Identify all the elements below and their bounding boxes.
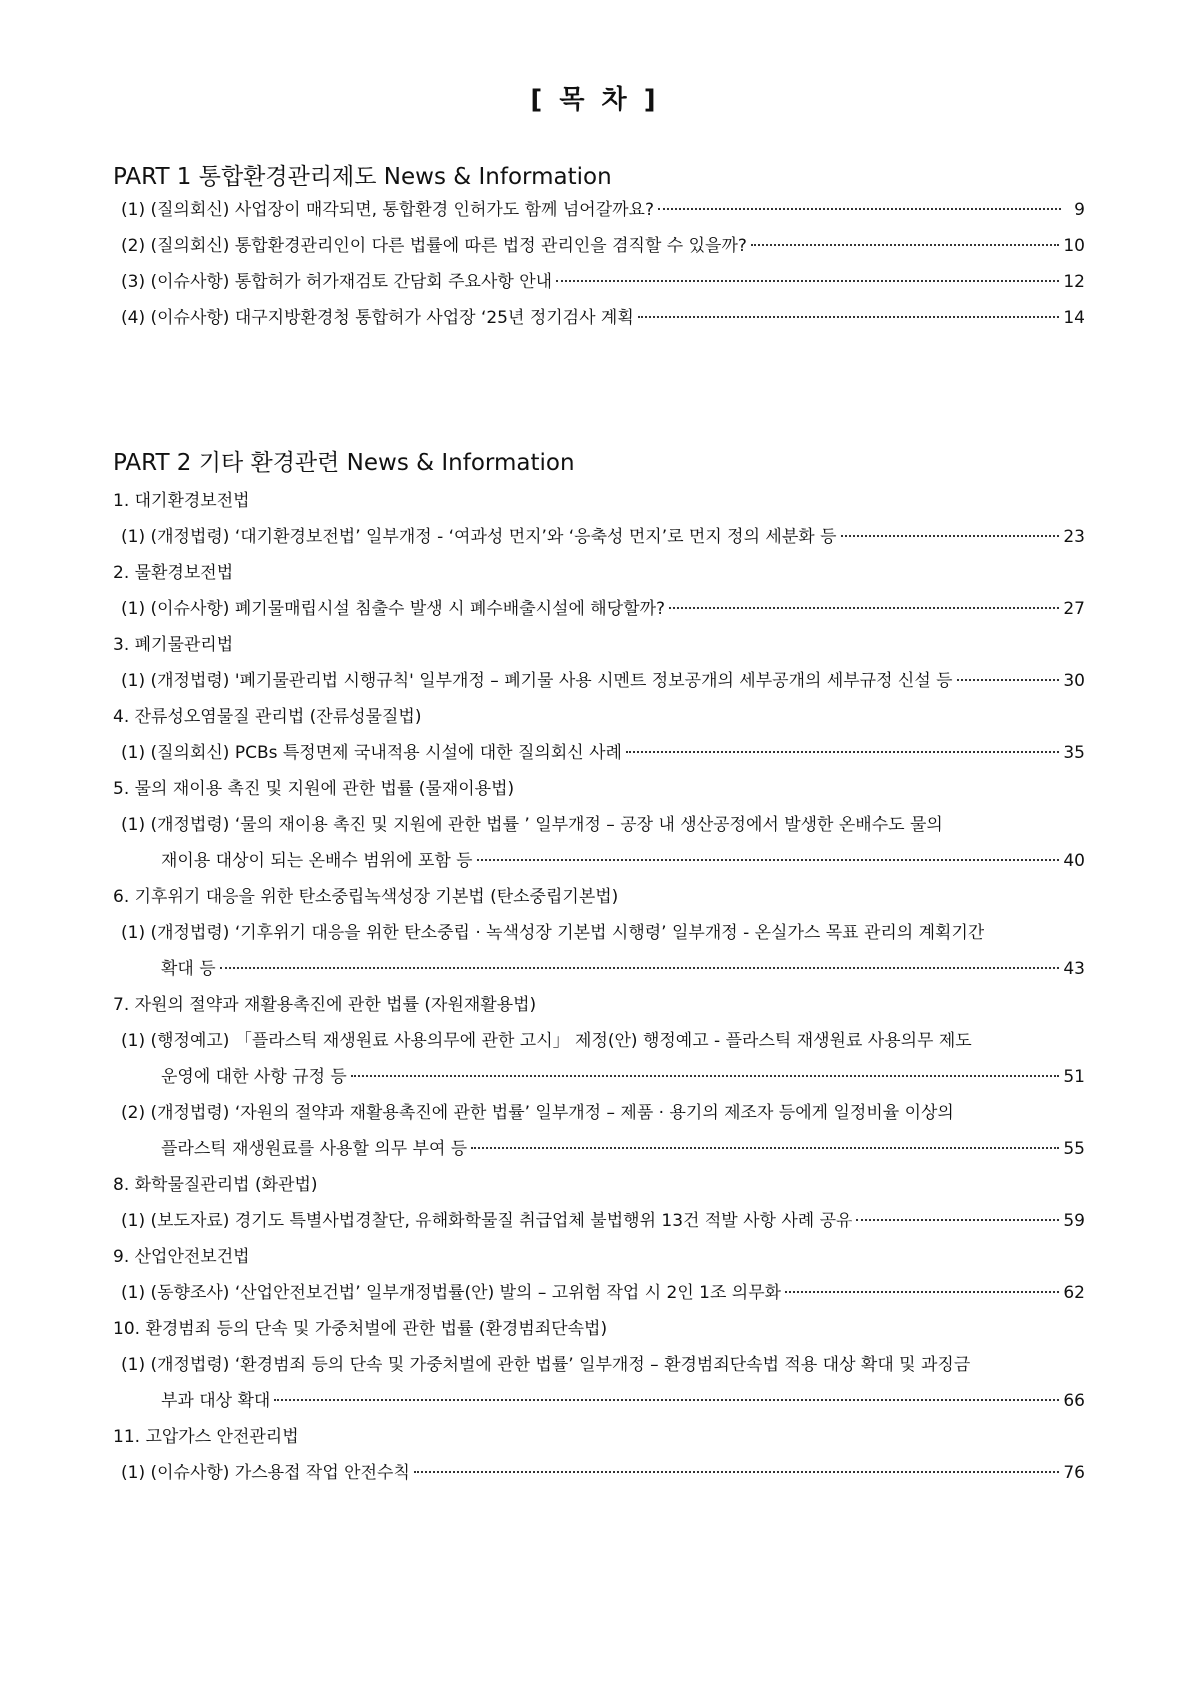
section-heading: 5. 물의 재이용 촉진 및 지원에 관한 법률 (물재이용법) [113,779,515,799]
entry-text: (4) (이슈사항) 대구지방환경청 통합허가 사업장 ‘25년 정기검사 계획 [121,308,634,328]
section-heading: 6. 기후위기 대응을 위한 탄소중립녹색성장 기본법 (탄소중립기본법) [113,887,619,907]
toc-entry[interactable] [121,812,1085,884]
page-number: 66 [1063,1391,1085,1411]
toc-entry[interactable] [121,1460,1085,1496]
dot-leader [477,859,1060,861]
dot-leader [626,751,1059,753]
dot-leader [638,316,1060,318]
page-number: 43 [1063,959,1085,979]
dot-leader [658,208,1061,210]
entry-text-continued: 확대 등 [161,959,216,979]
page-number: 40 [1063,851,1085,871]
page-number: 62 [1063,1283,1085,1303]
dot-leader [751,244,1059,246]
page-number: 59 [1063,1211,1085,1231]
entry-text: (1) (보도자료) 경기도 특별사법경찰단, 유해화학물질 취급업체 불법행위 13건 적발 사항 사례 공유 [121,1211,853,1231]
part2-heading: PART 2 기타 환경관련 News & Information [113,450,575,476]
entry-text: (3) (이슈사항) 통합허가 허가재검토 간담회 주요사항 안내 [121,272,553,292]
toc-entry[interactable] [121,668,1085,704]
entry-text: (1) (질의회신) 사업장이 매각되면, 통합환경 인허가도 함께 넘어갈까요? [121,200,654,220]
toc-entry[interactable] [121,305,1085,341]
dot-leader [856,1219,1059,1221]
dot-leader [785,1291,1059,1293]
entry-text-continued: 부과 대상 확대 [161,1391,271,1411]
toc-entry[interactable] [121,269,1085,305]
dot-leader [220,967,1060,969]
section-heading: 1. 대기환경보전법 [113,491,250,511]
page-number: 23 [1063,527,1085,547]
page-title: [ 목 차 ] [530,85,660,115]
page-number: 30 [1063,671,1085,691]
toc-entry[interactable] [121,524,1085,560]
dot-leader [669,607,1059,609]
section-heading: 7. 자원의 절약과 재활용촉진에 관한 법률 (자원재활용법) [113,995,537,1015]
part1-heading: PART 1 통합환경관리제도 News & Information [113,164,612,190]
page-number: 51 [1063,1067,1085,1087]
section-heading: 9. 산업안전보건법 [113,1247,250,1267]
page-number: 9 [1074,200,1085,220]
entry-text-continued: 운영에 대한 사항 규정 등 [161,1067,347,1087]
dot-leader [841,535,1060,537]
page-number: 10 [1063,236,1085,256]
entry-text: (1) (이슈사항) 가스용접 작업 안전수칙 [121,1463,410,1483]
toc-entry[interactable] [121,596,1085,632]
entry-text: (1) (동향조사) ‘산업안전보건법’ 일부개정법률(안) 발의 – 고위험 작업 시 2인 1조 의무화 [121,1283,782,1303]
dot-leader [471,1147,1059,1149]
entry-text: (2) (질의회신) 통합환경관리인이 다른 법률에 따른 법정 관리인을 겸직할 수 있을까? [121,236,747,256]
page-number: 35 [1063,743,1085,763]
dot-leader [556,280,1059,282]
entry-text: (1) (개정법령) ‘기후위기 대응을 위한 탄소중립 · 녹색성장 기본법 시행령’ 일부개정 - 온실가스 목표 관리의 계획기간 [121,923,985,943]
dot-leader [351,1075,1060,1077]
toc-entry[interactable] [121,233,1085,269]
dot-leader [957,679,1060,681]
entry-text-continued: 플라스틱 재생원료를 사용할 의무 부여 등 [161,1139,468,1159]
page-number: 27 [1063,599,1085,619]
toc-entry[interactable] [121,1028,1085,1100]
entry-text: (2) (개정법령) ‘자원의 절약과 재활용촉진에 관한 법률’ 일부개정 – 제품 · 용기의 제조자 등에게 일정비율 이상의 [121,1103,954,1123]
entry-text: (1) (개정법령) ‘대기환경보전법’ 일부개정 - ‘여과성 먼지’와 ‘응축성 먼지’로 먼지 정의 세분화 등 [121,527,837,547]
entry-text-continued: 재이용 대상이 되는 온배수 범위에 포함 등 [161,851,473,871]
entry-text: (1) (행정예고) 「플라스틱 재생원료 사용의무에 관한 고시」 제정(안) 행정예고 - 플라스틱 재생원료 사용의무 제도 [121,1031,972,1051]
entry-text: (1) (개정법령) ‘환경범죄 등의 단속 및 가중처벌에 관한 법률’ 일부개정 – 환경범죄단속법 적용 대상 확대 및 과징금 [121,1355,971,1375]
entry-text: (1) (개정법령) ‘물의 재이용 촉진 및 지원에 관한 법률 ’ 일부개정 – 공장 내 생산공정에서 발생한 온배수도 물의 [121,815,943,835]
page-number: 76 [1063,1463,1085,1483]
section-heading: 10. 환경범죄 등의 단속 및 가중처벌에 관한 법률 (환경범죄단속법) [113,1319,608,1339]
entry-text: (1) (개정법령) '폐기물관리법 시행규칙' 일부개정 – 폐기물 사용 시멘트 정보공개의 세부공개의 세부규정 신설 등 [121,671,953,691]
toc-entry[interactable] [121,197,1085,233]
section-heading: 4. 잔류성오염물질 관리법 (잔류성물질법) [113,707,422,727]
toc-entry[interactable] [121,1352,1085,1424]
toc-entry[interactable] [121,920,1085,992]
section-heading: 11. 고압가스 안전관리법 [113,1427,299,1447]
section-heading: 2. 물환경보전법 [113,563,234,583]
page-number: 12 [1063,272,1085,292]
toc-entry[interactable] [121,1100,1085,1172]
dot-leader [414,1471,1059,1473]
dot-leader [274,1399,1059,1401]
toc-entry[interactable] [121,1280,1085,1316]
section-heading: 3. 폐기물관리법 [113,635,234,655]
entry-text: (1) (질의회신) PCBs 특정면제 국내적용 시설에 대한 질의회신 사례 [121,743,622,763]
page-number: 14 [1063,308,1085,328]
page-number: 55 [1063,1139,1085,1159]
toc-entry[interactable] [121,740,1085,776]
section-heading: 8. 화학물질관리법 (화관법) [113,1175,318,1195]
entry-text: (1) (이슈사항) 폐기물매립시설 침출수 발생 시 폐수배출시설에 해당할까? [121,599,666,619]
toc-entry[interactable] [121,1208,1085,1244]
